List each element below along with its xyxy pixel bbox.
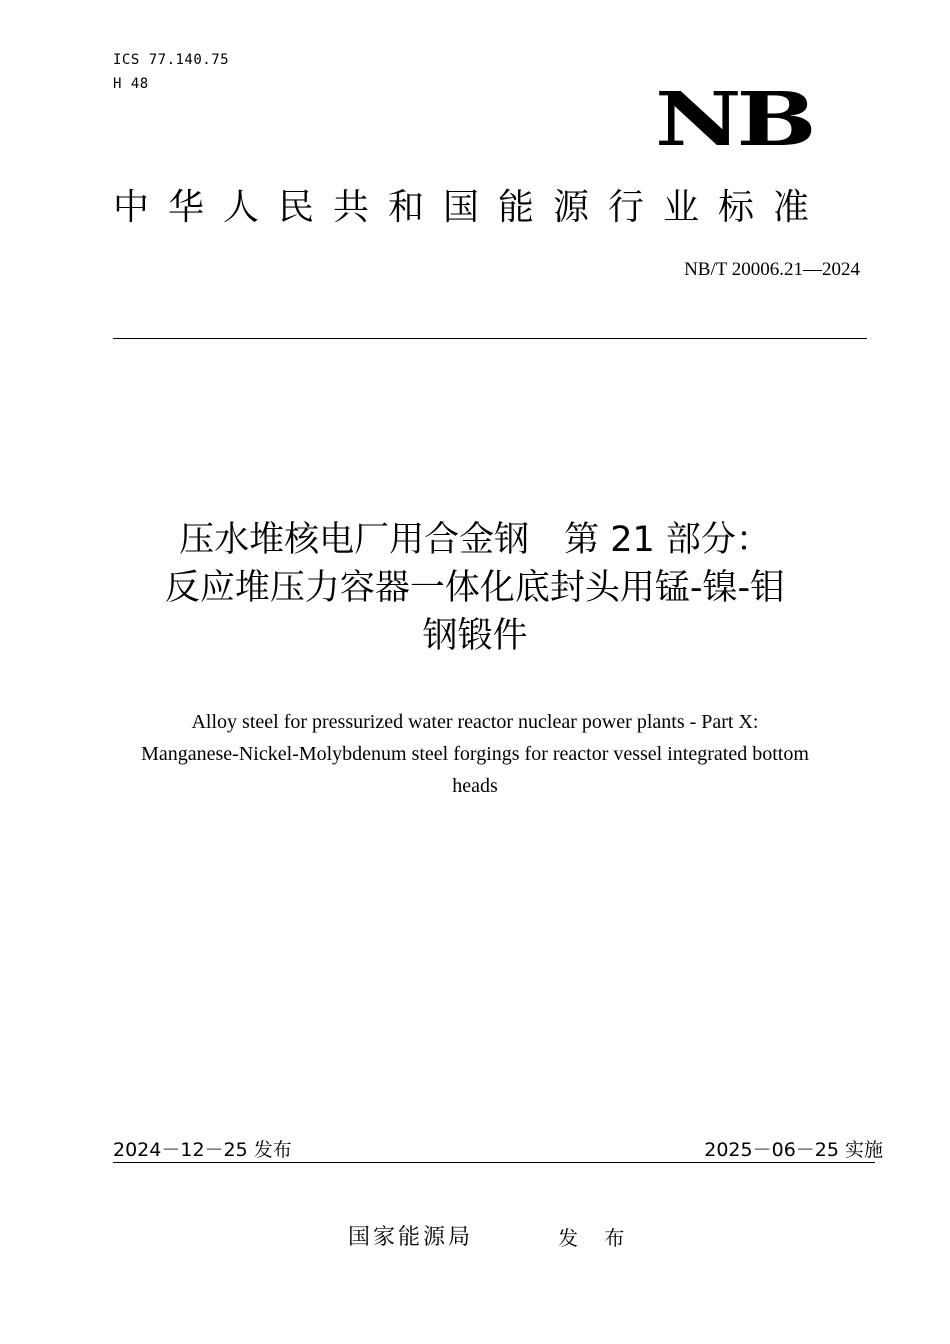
effective-date: 2025－06－25 实施 <box>704 1139 883 1161</box>
issue-label: 发 布 <box>558 1226 635 1250</box>
english-title-line-2: Manganese-Nickel-Molybdenum steel forgings for reactor vessel integrated bottom <box>141 743 809 765</box>
nb-logo: NB <box>655 77 812 163</box>
organization-title: 中华人民共和国能源行业标准 <box>113 187 829 228</box>
header-divider <box>113 338 867 339</box>
ics-code: ICS 77.140.75 <box>113 52 230 68</box>
ccs-code: H 48 <box>113 76 149 92</box>
english-title-line-3: heads <box>452 775 498 797</box>
chinese-title <box>60 516 890 660</box>
chinese-title-line-2: 反应堆压力容器一体化底封头用锰-镍-钼 <box>164 568 786 608</box>
english-title-line-1: Alloy steel for pressurized water reactor nuclear power plants - Part X: <box>191 711 759 733</box>
issuing-authority: 国家能源局 <box>348 1225 474 1250</box>
footer-divider <box>113 1162 875 1163</box>
english-title <box>70 706 880 802</box>
standard-number: NB/T 20006.21—2024 <box>684 259 860 280</box>
chinese-title-line-3: 钢锻件 <box>422 616 528 656</box>
chinese-title-line-1: 压水堆核电厂用合金钢 第 21 部分： <box>179 520 771 560</box>
publish-date: 2024－12－25 发布 <box>113 1139 292 1161</box>
classification-codes <box>113 48 229 96</box>
